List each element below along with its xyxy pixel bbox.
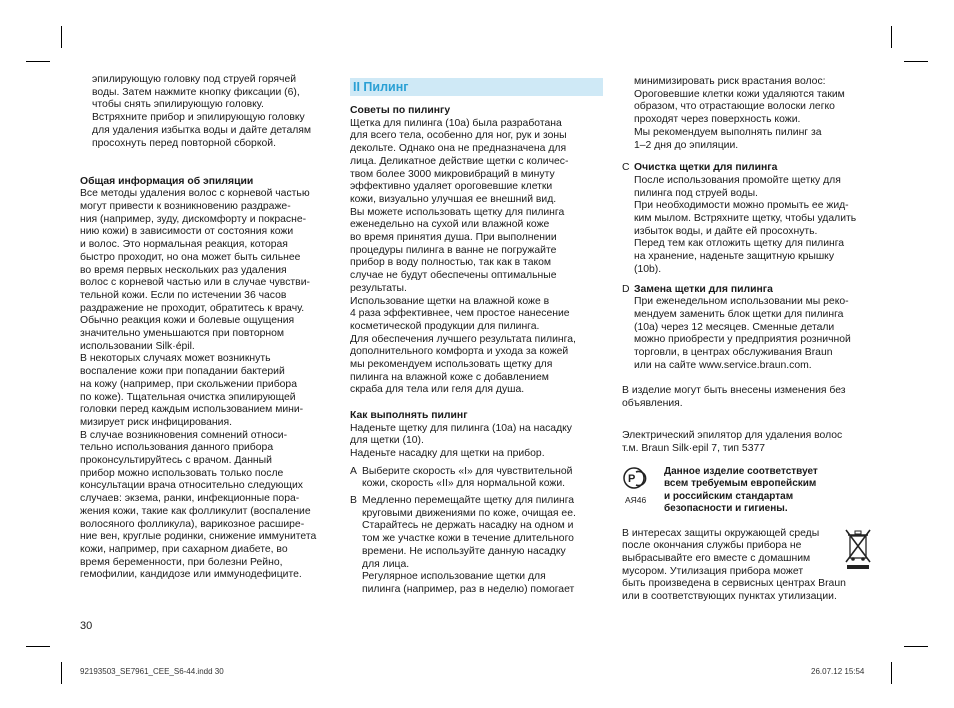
text-line: для удаления избытка воды и дайте деталям — [92, 124, 312, 136]
text-line: тельно использования данного прибора — [80, 442, 274, 454]
text-line: ния (например, зуду, дискомфорту и покрасне- — [80, 213, 307, 225]
text-line: т.м. Braun Silk·epil 7, тип 5377 — [622, 442, 766, 454]
text-line: Медленно перемещайте щетку для пилинга — [362, 495, 575, 507]
crossed-bin-icon — [844, 528, 872, 570]
rinse-instructions — [80, 74, 342, 150]
disposal-block — [622, 528, 872, 604]
footer-timestamp: 26.07.12 15:54 — [811, 667, 865, 676]
step-text — [634, 175, 872, 277]
step-b — [350, 495, 603, 597]
text-line: мизирует риск инфицирования. — [80, 416, 232, 428]
text-line: При необходимости можно промыть ее жид- — [634, 200, 849, 212]
text-line: 1–2 дня до эпиляции. — [634, 139, 739, 151]
text-line: лица. Деликатное действие щетки с количес- — [350, 155, 569, 167]
text-line: консультации врача относительно следующих — [80, 480, 303, 492]
text-line: том же участке кожи в течение длительного — [362, 533, 574, 545]
text-line: кожи, например, при сахарном диабете, во — [80, 543, 288, 555]
text-line: торговли, в центрах обслуживания Braun — [634, 347, 833, 359]
text-line: кожи, визуально улучшая ее внешний вид. — [350, 193, 557, 205]
crop-mark — [61, 26, 62, 48]
text-line: ким мылом. Встряхните щетку, чтобы удалить — [634, 213, 857, 225]
text-line: или в соответствующих пунктах утилизации. — [622, 591, 837, 603]
text-line: Старайтесь не держать насадку на одном и — [362, 520, 574, 532]
step-letter: D — [622, 283, 630, 295]
footer-file-info: 92193503_SE7961_CEE_S6-44.indd 30 — [80, 667, 224, 676]
text-line: Обычно реакция кожи и болевые ощущения — [80, 315, 295, 327]
text-line: быть произведена в сервисных центрах Braun — [622, 578, 846, 590]
step-d-heading: Замена щетки для пилинга — [634, 283, 773, 295]
text-line: пилинга под струей воды. — [634, 187, 758, 199]
text-line: во время первых нескольких раз удаления — [80, 264, 287, 276]
text-line: мендуем заменить блок щетки для пилинга — [634, 308, 844, 320]
text-line: времени. Не используйте данную насадку — [362, 545, 566, 557]
text-line: косметической продукции для пилинга. — [350, 320, 540, 332]
text-line: После использования промойте щетку для — [634, 174, 841, 186]
text-line: ние вен, круглые родинки, снижение иммунитета — [80, 531, 317, 543]
crop-mark — [26, 646, 50, 647]
text-line: Регулярное использование щетки для — [362, 571, 546, 583]
text-line: В некоторых случаях может возникнуть — [80, 353, 271, 365]
text-line: или на сайте www.service.braun.com. — [634, 359, 812, 371]
svg-text:Р: Р — [628, 472, 636, 485]
text-line: Наденьте насадку для щетки на прибор. — [350, 447, 545, 459]
changes-notice — [622, 385, 872, 410]
text-line: эпилирующую головку под струей горячей — [92, 74, 297, 85]
text-line: мы рекомендуем использовать щетку для — [350, 359, 553, 371]
text-line: еженедельно на сухой или влажной коже — [350, 219, 550, 231]
cert-code: АЯ46 — [625, 494, 647, 505]
text-line: на хранение, наденьте защитную крышку — [634, 251, 835, 263]
text-line: пилинга на влажной коже с добавлением — [350, 371, 549, 383]
text-line: Данное изделие соответствует — [664, 465, 818, 477]
text-line: Мы рекомендуем выполнять пилинг за — [634, 126, 822, 138]
text-line: минимизировать риск врастания волос: — [634, 76, 826, 87]
text-line: проконсультируйтесь с врачом. Данный — [80, 455, 272, 467]
text-line: Щетка для пилинга (10a) была разработана — [350, 117, 562, 129]
page-number: 30 — [80, 620, 93, 632]
text-line: процедуры пилинга в ванне не погружайте — [350, 244, 557, 256]
step-letter: C — [622, 162, 630, 174]
text-line: (10b). — [634, 263, 662, 275]
text-line: после окончания службы прибора не — [622, 540, 802, 552]
text-line: результаты. — [350, 282, 407, 294]
general-info-paragraph — [80, 430, 342, 582]
section-title-peeling: II Пилинг — [350, 78, 603, 96]
text-line: всем требуемым европейским — [664, 478, 817, 490]
text-line: Использование щетки на влажной коже в — [350, 295, 550, 307]
text-line: В изделие могут быть внесены изменения без — [622, 385, 846, 397]
text-line: тельной кожи. Если по истечении 36 часов — [80, 289, 287, 301]
step-text — [362, 495, 603, 597]
text-line: для щетки (10). — [350, 435, 424, 447]
text-line: просохнуть перед повторной сборкой. — [92, 137, 276, 149]
text-line: во время принятия душа. При выполнении — [350, 232, 557, 244]
text-line: объявления. — [622, 397, 683, 409]
step-letter: B — [350, 495, 357, 507]
text-line: время беременности, при болезни Рейно, — [80, 556, 283, 568]
crop-mark — [61, 662, 62, 684]
crop-mark — [891, 662, 892, 684]
text-line: Перед тем как отложить щетку для пилинга — [634, 238, 845, 250]
pct-certification-icon — [622, 466, 662, 506]
text-line: воспаление кожи при попадании бактерий — [80, 366, 285, 378]
step-c — [622, 162, 872, 276]
general-info-paragraph — [80, 188, 342, 353]
text-line: безопасности и гигиены. — [664, 503, 788, 515]
step-c-heading: Очистка щетки для пилинга — [634, 162, 778, 174]
crop-mark — [904, 61, 928, 62]
text-line: для всего тела, особенно для ног, рук и зоны — [350, 130, 567, 142]
text-line: образом, что отрастающие волоски легко — [634, 101, 835, 113]
text-line: Выберите скорость «I» для чувствительной — [362, 465, 573, 477]
tips-heading: Советы по пилингу — [350, 105, 451, 116]
text-line: на кожу (например, при скольжении прибора — [80, 378, 297, 390]
certification-block — [622, 466, 872, 528]
text-line: прибор в воду полностью, так как в таком — [350, 257, 552, 269]
text-line: эффективно удаляет ороговевшие клетки — [350, 181, 553, 193]
text-line: декольте. Однако она не предназначена для — [350, 143, 567, 155]
text-line: и волос. Это нормальная реакция, которая — [80, 239, 288, 251]
text-line: Электрический эпилятор для удаления волос — [622, 430, 843, 442]
step-d — [622, 284, 872, 373]
text-line: избыток воды, и дайте ей просохнуть. — [634, 225, 818, 237]
text-line: могут привести к возникновению раздраже- — [80, 201, 291, 212]
column-right — [622, 76, 872, 604]
text-line: мусором. Утилизация прибора может — [622, 565, 804, 577]
certification-text — [664, 466, 818, 516]
text-line: В случае возникновения сомнений относи- — [80, 429, 288, 441]
general-info-heading: Общая информация об эпиляции — [80, 175, 254, 187]
text-line: выбрасывайте его вместе с домашним — [622, 553, 811, 565]
text-line: кожи, скорость «II» для нормальной кожи. — [362, 478, 566, 490]
text-line: воды. Затем нажмите кнопку фиксации (6), — [92, 86, 300, 98]
text-line: Встряхните прибор и эпилирующую головку — [92, 112, 305, 124]
text-line: волосяного фолликула), варикозное расшире- — [80, 518, 305, 530]
how-to-intro — [350, 423, 603, 461]
text-line: использовании Silk·épil. — [80, 340, 195, 352]
text-line: головки перед каждым использованием мини- — [80, 404, 304, 416]
text-line: (10a) через 12 месяцев. Сменные детали — [634, 321, 835, 333]
column-left — [80, 74, 342, 582]
how-to-heading: Как выполнять пилинг — [350, 409, 468, 421]
text-line: круговыми движениями по коже, очищая ее. — [362, 507, 576, 519]
tips-paragraph — [350, 207, 603, 296]
text-line: 4 раза эффективнее, чем простое нанесение — [350, 308, 570, 320]
text-line: гемофилии, кандидозе или иммунодефиците. — [80, 569, 302, 581]
text-line: волос с корневой частью или в случае чувстви- — [80, 277, 310, 289]
text-line: можно приобрести у предприятия розничной — [634, 334, 851, 346]
general-info-paragraph — [80, 353, 342, 429]
text-line: твом более 3000 микровибраций в минуту — [350, 168, 555, 180]
crop-mark — [904, 646, 928, 647]
text-line: прибор можно использовать только после — [80, 467, 284, 479]
text-line: пилинга (например, раз в неделю) помогает — [362, 584, 575, 595]
step-a — [350, 466, 603, 491]
text-line: раздражение не проходит, обратитесь к врачу. — [80, 302, 305, 314]
tips-paragraph — [350, 118, 603, 207]
step-text — [634, 296, 872, 372]
step-letter: A — [350, 465, 357, 477]
text-line: быстро проходит, но она может быть сильнее — [80, 251, 301, 263]
text-line: скраба для тела или геля для душа. — [350, 384, 525, 396]
text-line: Наденьте щетку для пилинга (10a) на насадку — [350, 422, 573, 434]
text-line: Ороговевшие клетки кожи удаляются таким — [634, 88, 845, 100]
text-line: Вы можете использовать щетку для пилинга — [350, 206, 565, 218]
text-line: случае не будут обеспечены оптимальные — [350, 270, 557, 282]
text-line: чтобы снять эпилирующую головку. — [92, 99, 264, 111]
tips-paragraph — [350, 296, 603, 398]
step-text — [362, 466, 603, 491]
column-middle — [350, 78, 603, 597]
text-line: Для обеспечения лучшего результата пилинга, — [350, 333, 576, 345]
text-line: проходят через поверхность кожи. — [634, 114, 801, 126]
peeling-continued — [622, 76, 872, 152]
product-info — [622, 430, 872, 455]
text-line: жения кожи, такие как фолликулит (воспаление — [80, 505, 311, 517]
text-line: случаев: экзема, ранки, инфекционные пора- — [80, 493, 300, 505]
text-line: дополнительного комфорта и ухода за кожей — [350, 346, 569, 358]
text-line: для лица. — [362, 558, 410, 570]
text-line: Все методы удаления волос с корневой частью — [80, 188, 310, 200]
text-line: по коже). Тщательная очистка эпилирующей — [80, 391, 296, 403]
disposal-text — [622, 528, 872, 604]
crop-mark — [891, 26, 892, 48]
text-line: значительно уменьшаются при повторном — [80, 328, 285, 340]
text-line: и российским стандартам — [664, 490, 794, 502]
text-line: При еженедельном использовании мы реко- — [634, 296, 849, 308]
text-line: нию кожи) в зависимости от состояния кожи — [80, 226, 294, 238]
text-line: В интересах защиты окружающей среды — [622, 527, 820, 539]
crop-mark — [26, 61, 50, 62]
